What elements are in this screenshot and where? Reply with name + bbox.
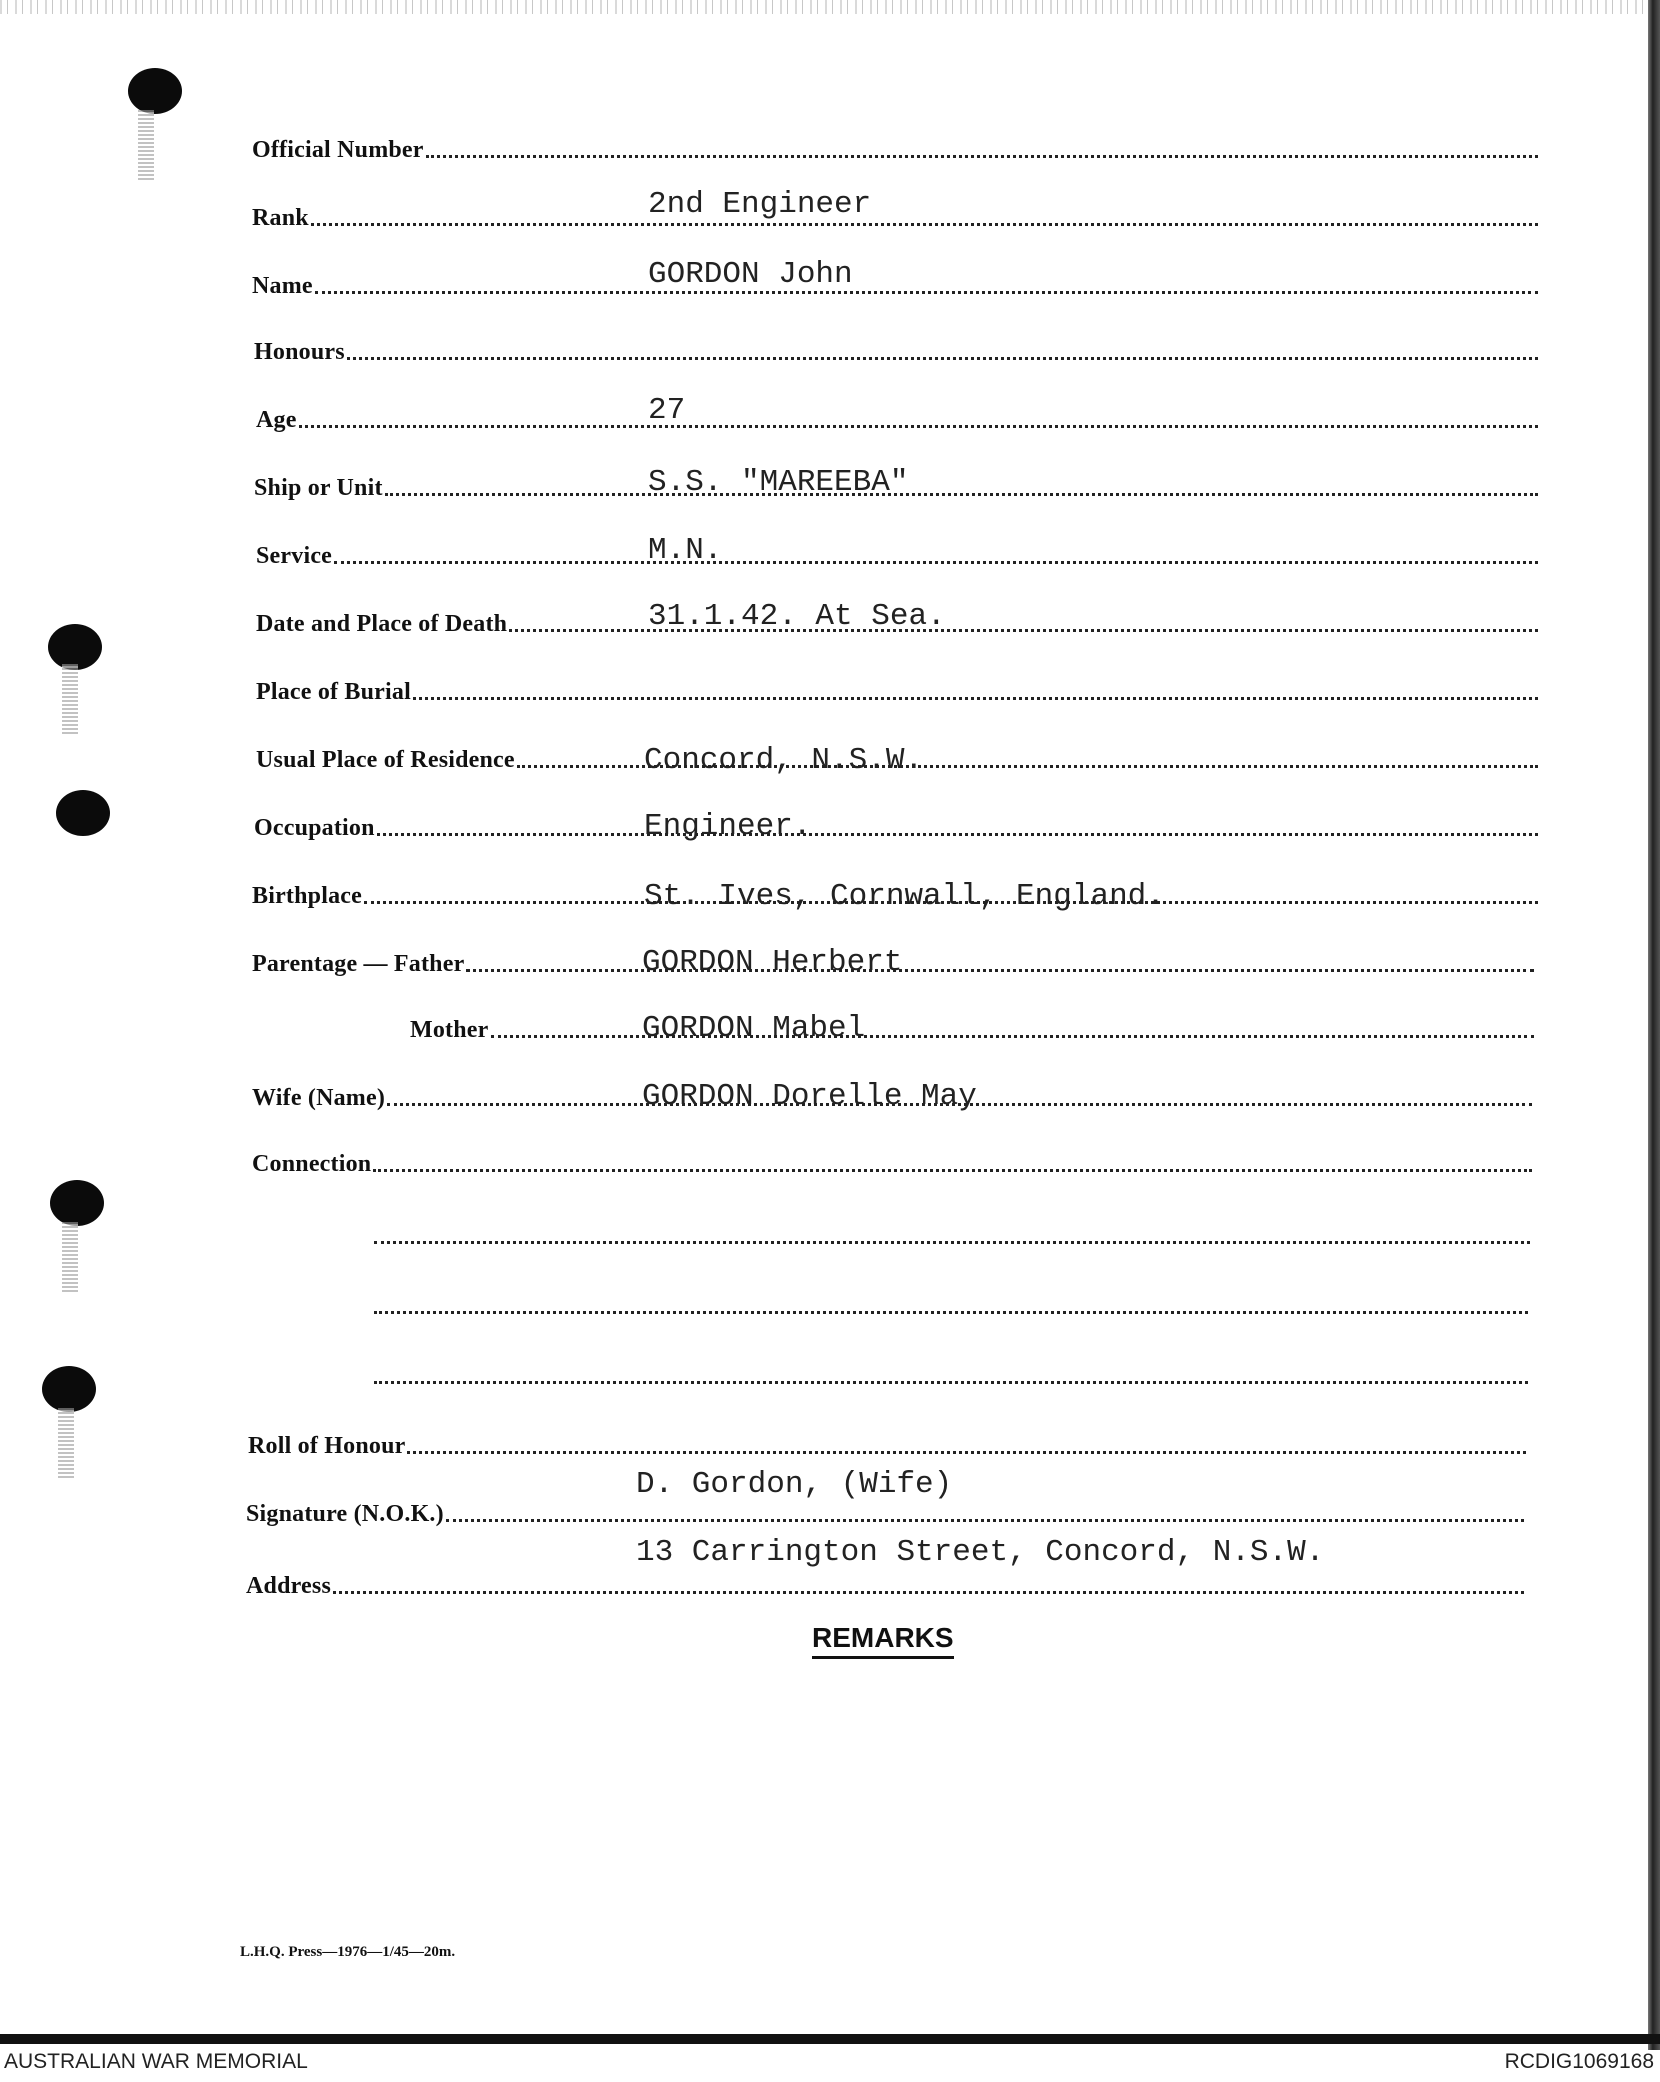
age-label: Age (256, 407, 297, 433)
rank-value: 2nd Engineer (648, 187, 872, 222)
birthplace-value: St. Ives, Cornwall, England. (644, 879, 1165, 914)
remarks-heading: REMARKS (812, 1622, 954, 1659)
signature-label: Signature (N.O.K.) (246, 1501, 444, 1527)
dotted-line (407, 1450, 1526, 1454)
page-edge-bottom (0, 2034, 1660, 2044)
dotted-line (466, 968, 1534, 972)
death-label: Date and Place of Death (256, 611, 508, 637)
burial-label: Place of Burial (256, 679, 411, 705)
punch-hole-shadow (58, 1408, 74, 1478)
dotted-line (299, 424, 1538, 428)
mother-row (410, 1004, 1534, 1044)
archive-caption: AUSTRALIAN WAR MEMORIAL (4, 2050, 308, 2073)
page-edge-right (1648, 0, 1660, 2050)
residence-value: Concord, N.S.W. (644, 743, 924, 778)
scan-noise (0, 0, 1660, 14)
blank-line (372, 1350, 1528, 1390)
age-row (256, 394, 1538, 434)
rank-row (252, 192, 1538, 232)
signature-value: D. Gordon, (Wife) (636, 1467, 953, 1502)
ship-value: S.S. "MAREEBA" (648, 465, 909, 500)
dotted-line (413, 696, 1538, 700)
punch-hole-shadow (62, 1222, 78, 1292)
connection-label: Connection (252, 1151, 372, 1177)
occupation-row (254, 802, 1538, 842)
service-label: Service (256, 543, 333, 569)
connection-row (252, 1138, 1532, 1178)
punch-hole (128, 68, 182, 114)
service-value: M.N. (648, 533, 723, 568)
dotted-line (315, 290, 1538, 294)
ship-label: Ship or Unit (254, 475, 383, 501)
dotted-line (373, 1168, 1532, 1172)
punch-hole-shadow (138, 110, 154, 180)
punch-hole (42, 1366, 96, 1412)
dotted-line (385, 492, 1538, 496)
dotted-line (374, 1380, 1528, 1384)
dotted-line (374, 1240, 1530, 1244)
honours-label: Honours (254, 339, 345, 365)
punch-hole-shadow (62, 664, 78, 734)
archive-id: RCDIG1069168 (1504, 2050, 1654, 2073)
occupation-value: Engineer. (644, 809, 812, 844)
roll-row (248, 1420, 1526, 1460)
official-number-label: Official Number (252, 137, 424, 163)
death-value: 31.1.42. At Sea. (648, 599, 946, 634)
dotted-line (347, 356, 1538, 360)
residence-label: Usual Place of Residence (256, 747, 515, 773)
address-label: Address (246, 1573, 331, 1599)
official-number-row (252, 124, 1538, 164)
blank-line (372, 1280, 1528, 1320)
dotted-line (446, 1518, 1524, 1522)
honours-row (254, 326, 1538, 366)
name-row (252, 257, 1538, 300)
dotted-line (374, 1310, 1528, 1314)
burial-row (256, 666, 1538, 706)
roll-label: Roll of Honour (248, 1433, 406, 1459)
occupation-label: Occupation (254, 815, 375, 841)
dotted-line (311, 222, 1538, 226)
dotted-line (333, 1590, 1524, 1594)
name-label: Name (252, 273, 313, 299)
dotted-line (334, 560, 1538, 564)
punch-hole (56, 790, 110, 836)
birthplace-label: Birthplace (252, 883, 362, 909)
dotted-line (426, 154, 1538, 158)
father-label: Parentage — Father (252, 951, 465, 977)
wife-label: Wife (Name) (252, 1085, 386, 1111)
mother-label: Mother (410, 1017, 489, 1043)
wife-value: GORDON Dorelle May (642, 1079, 977, 1114)
age-value: 27 (648, 393, 686, 428)
punch-hole (50, 1180, 104, 1226)
printer-line: L.H.Q. Press—1976—1/45—20m. (240, 1944, 456, 1960)
name-value: GORDON John (648, 257, 853, 292)
mother-value: GORDON Mabel (642, 1011, 866, 1046)
service-row (256, 530, 1538, 570)
rank-label: Rank (252, 205, 309, 231)
blank-line (372, 1210, 1530, 1250)
father-value: GORDON Herbert (642, 945, 903, 980)
address-value: 13 Carrington Street, Concord, N.S.W. (636, 1535, 1325, 1570)
dotted-line (377, 832, 1538, 836)
